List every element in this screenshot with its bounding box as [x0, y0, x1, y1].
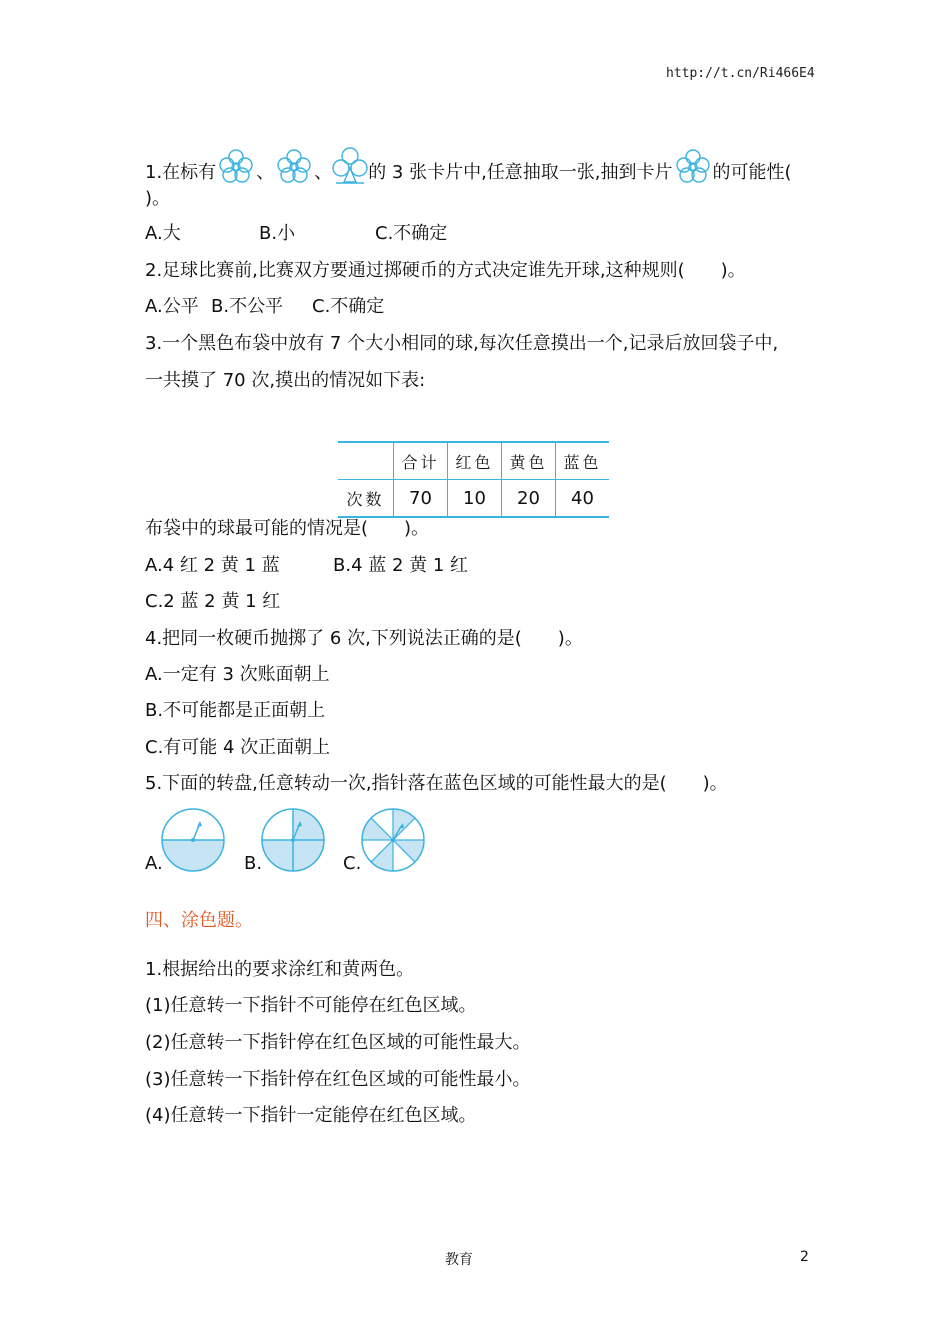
question-3-line1: 3.一个黑色布袋中放有 7 个大小相同的球,每次任意摸出一个,记录后放回袋子中, [145, 333, 779, 354]
q2-option-a: A.公平 [145, 296, 199, 317]
spinner-b-label: B. [244, 853, 263, 874]
table-header-cell: 黄色 [502, 442, 556, 480]
question-3-after: 布袋中的球最可能的情况是( )。 [145, 518, 430, 539]
section-4-item-3: (3)任意转一下指针停在红色区域的可能性最小。 [145, 1069, 531, 1090]
section-4-item-2: (2)任意转一下指针停在红色区域的可能性最大。 [145, 1032, 531, 1053]
q1-options [145, 222, 447, 246]
q3-option-a: A.4 红 2 黄 1 蓝 [145, 555, 280, 576]
section-4-intro: 1.根据给出的要求涂红和黄两色。 [145, 959, 415, 980]
frequency-table [338, 441, 609, 518]
table-row [338, 480, 609, 518]
q3-options-row1 [145, 554, 468, 578]
q1-middle: 的 3 张卡片中,任意抽取一张,抽到卡片 [368, 162, 673, 183]
q1-sep2: 、 [314, 162, 333, 183]
table-header-cell: 红色 [448, 442, 502, 480]
footer-label: 教育 [445, 1252, 473, 1268]
table-cell: 20 [502, 480, 556, 518]
q4-option-c: C.有可能 4 次正面朝上 [145, 737, 331, 758]
flower-card-icon [216, 148, 256, 193]
table-header-row [338, 442, 609, 480]
spinner-c [360, 807, 426, 873]
q2-option-b: B.不公平 [211, 296, 284, 317]
table-header-cell: 蓝色 [556, 442, 610, 480]
table-cell: 10 [448, 480, 502, 518]
header-url: http://t.cn/Ri466E4 [666, 66, 815, 81]
question-5-text: 5.下面的转盘,任意转动一次,指针落在蓝色区域的可能性最大的是( )。 [145, 773, 728, 794]
question-1-line [145, 146, 792, 193]
q1-option-a: A.大 [145, 223, 181, 244]
q3-option-c: C.2 蓝 2 黄 1 红 [145, 591, 281, 612]
table-header-cell: 合计 [394, 442, 448, 480]
q1-option-c: C.不确定 [375, 223, 448, 244]
table-header-cell [338, 442, 394, 480]
flower-card-icon [673, 148, 713, 193]
q4-option-b: B.不可能都是正面朝上 [145, 700, 326, 721]
section-4-item-4: (4)任意转一下指针一定能停在红色区域。 [145, 1105, 477, 1126]
section-4-item-1: (1)任意转一下指针不可能停在红色区域。 [145, 995, 477, 1016]
question-2-text: 2.足球比赛前,比赛双方要通过掷硬币的方式决定谁先开球,这种规则( )。 [145, 260, 746, 281]
q2-options [145, 295, 384, 319]
q1-close: )。 [145, 188, 171, 209]
spinner-a [160, 807, 226, 873]
flower-card-icon [274, 148, 314, 193]
q3-option-b: B.4 蓝 2 黄 1 红 [333, 555, 469, 576]
q4-option-a: A.一定有 3 次账面朝上 [145, 664, 330, 685]
table-cell: 70 [394, 480, 448, 518]
q1-sep1: 、 [256, 162, 275, 183]
q1-suffix: 的可能性( [712, 162, 792, 183]
question-4-text: 4.把同一枚硬币抛掷了 6 次,下列说法正确的是( )。 [145, 628, 583, 649]
spinner-b [260, 807, 326, 873]
spinner-c-label: C. [343, 853, 362, 874]
q2-option-c: C.不确定 [312, 296, 385, 317]
q1-prefix: 1.在标有 [145, 162, 217, 183]
q1-option-b: B.小 [259, 223, 296, 244]
club-card-icon [332, 146, 368, 193]
section-4-title: 四、涂色题。 [145, 910, 253, 931]
question-3-line2: 一共摸了 70 次,摸出的情况如下表: [145, 370, 426, 391]
table-cell: 40 [556, 480, 610, 518]
spinner-a-label: A. [145, 853, 163, 874]
page-number: 2 [800, 1249, 809, 1265]
table-row-label: 次数 [338, 480, 394, 518]
